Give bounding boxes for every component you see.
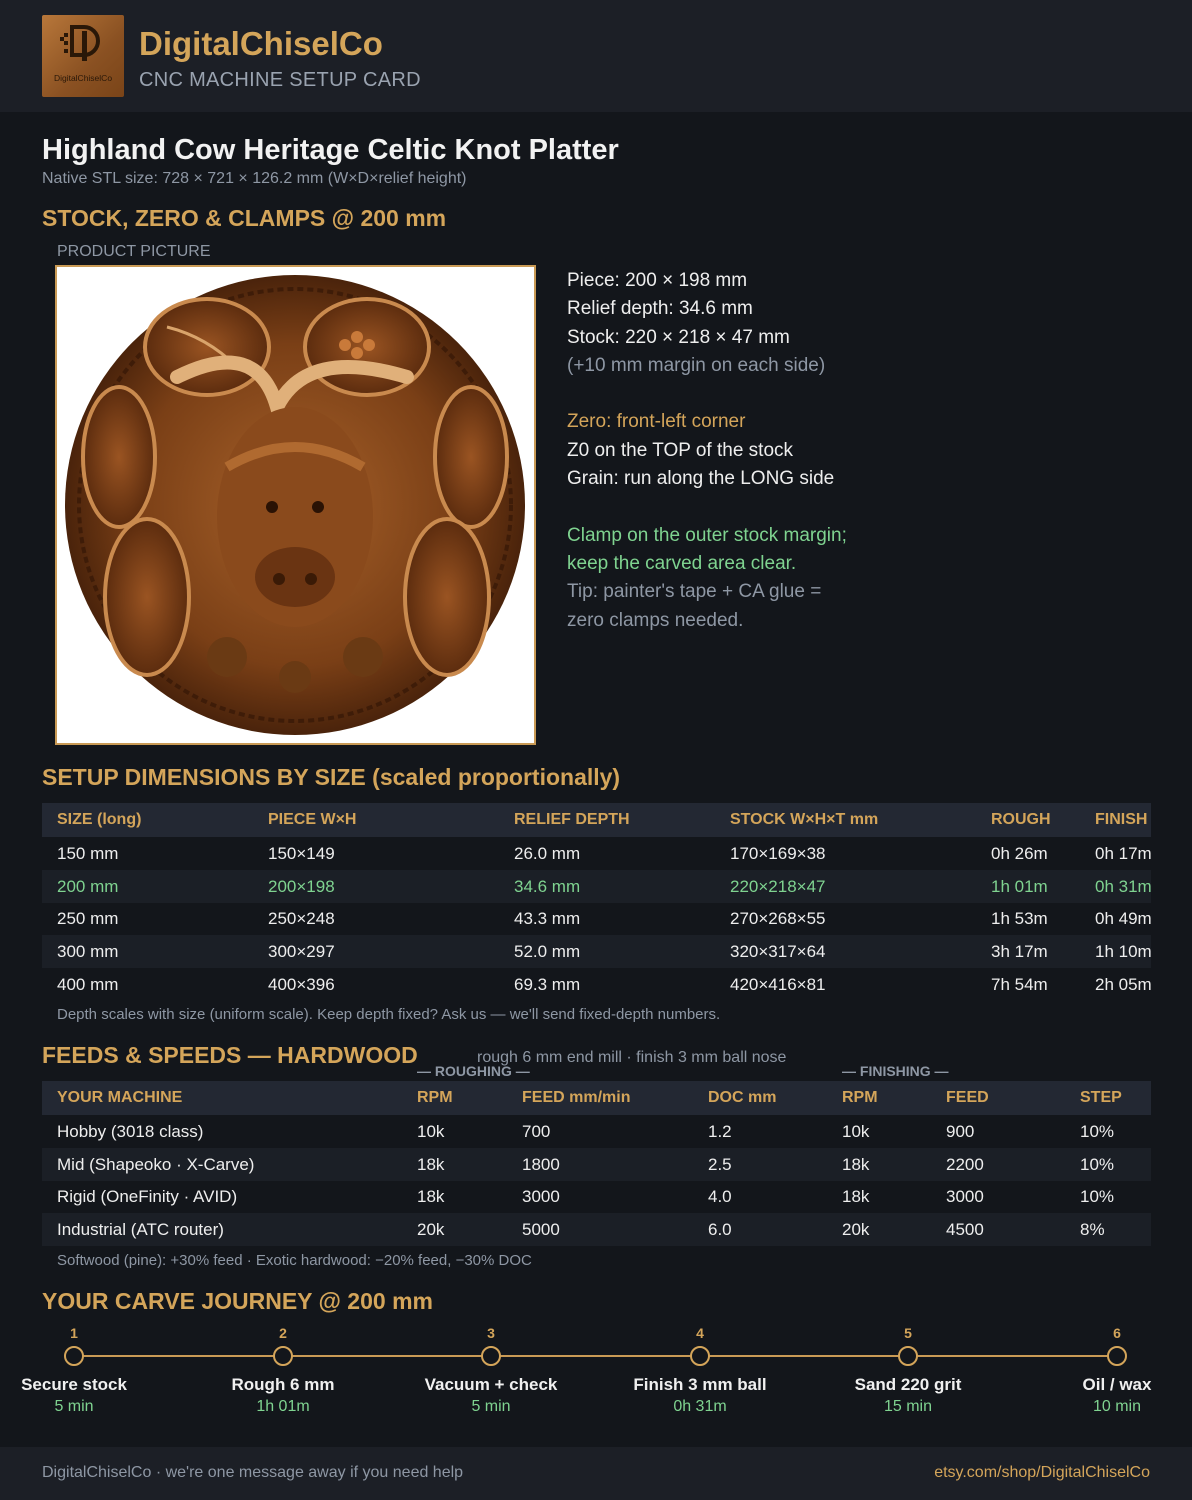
stock-info-line: keep the carved area clear. bbox=[567, 552, 797, 574]
step-dot bbox=[1107, 1346, 1127, 1366]
brand-logo bbox=[42, 15, 124, 97]
table-cell: 18k bbox=[842, 1187, 870, 1207]
table-cell: 3h 17m bbox=[991, 942, 1048, 962]
table-cell: 400 mm bbox=[57, 974, 119, 994]
footer-message: DigitalChiselCo · we're one message away if you need help bbox=[42, 1464, 464, 1481]
table-cell: 2.5 bbox=[708, 1154, 732, 1174]
column-header: RELIEF DEPTH bbox=[514, 811, 630, 828]
stock-heading: STOCK, ZERO & CLAMPS @ 200 mm bbox=[42, 205, 447, 231]
table-cell: 700 bbox=[522, 1122, 551, 1141]
table-cell: 1h 10m bbox=[1095, 942, 1152, 962]
roughing-group-label: — ROUGHING — bbox=[417, 1063, 530, 1079]
stock-info-line: Zero: front-left corner bbox=[567, 411, 746, 433]
step-time: 1h 01m bbox=[256, 1398, 310, 1415]
table-cell: 20k bbox=[417, 1220, 445, 1240]
native-size: Native STL size: 728 × 721 × 126.2 mm (W×D×relief height) bbox=[42, 170, 467, 187]
stock-info-line: zero clamps needed. bbox=[567, 609, 744, 631]
step-number: 4 bbox=[696, 1325, 704, 1341]
finishing-group-label: — FINISHING — bbox=[842, 1063, 949, 1079]
table-cell: 2h 05m bbox=[1095, 974, 1152, 994]
table-row bbox=[42, 935, 1151, 968]
stock-info-line: Clamp on the outer stock margin; bbox=[567, 524, 847, 546]
step-dot bbox=[690, 1346, 710, 1366]
table-cell: 250×248 bbox=[268, 909, 335, 929]
table-cell: 10% bbox=[1080, 1122, 1115, 1141]
table-cell: 26.0 mm bbox=[514, 844, 581, 863]
table-row bbox=[42, 968, 1151, 1001]
step-time: 10 min bbox=[1092, 1398, 1142, 1415]
table-row bbox=[42, 870, 1151, 903]
column-header: STOCK W×H×T mm bbox=[730, 811, 879, 828]
stock-info-line bbox=[567, 380, 847, 408]
table-cell: 10k bbox=[842, 1122, 870, 1141]
step-number: 5 bbox=[904, 1325, 912, 1341]
step-label: Secure stock bbox=[21, 1375, 127, 1394]
table-cell: 10k bbox=[417, 1122, 445, 1141]
table-cell: 43.3 mm bbox=[514, 909, 581, 929]
step-dot bbox=[898, 1346, 918, 1366]
step-label: Finish 3 mm ball bbox=[633, 1375, 767, 1394]
table-row bbox=[42, 1115, 1151, 1148]
step-label: Rough 6 mm bbox=[231, 1375, 335, 1394]
table-cell: 300 mm bbox=[57, 942, 119, 962]
shop-link[interactable]: etsy.com/shop/DigitalChiselCo bbox=[934, 1464, 1150, 1481]
table-cell: 0h 26m bbox=[991, 844, 1048, 863]
timeline-line bbox=[74, 1355, 1118, 1357]
table-cell: Rigid (OneFinity · AVID) bbox=[57, 1187, 238, 1207]
step-time: 0h 31m bbox=[673, 1398, 727, 1415]
feeds-heading: FEEDS & SPEEDS — HARDWOOD bbox=[42, 1042, 418, 1068]
table-cell: 1.2 bbox=[708, 1122, 732, 1141]
stock-info-line: (+10 mm margin on each side) bbox=[567, 354, 826, 376]
column-header: YOUR MACHINE bbox=[57, 1089, 183, 1106]
table-cell: 69.3 mm bbox=[514, 974, 581, 994]
table-cell: 170×169×38 bbox=[730, 844, 826, 863]
table-cell: 270×268×55 bbox=[730, 909, 826, 929]
column-header: SIZE (long) bbox=[57, 811, 142, 828]
table-row bbox=[42, 1213, 1151, 1246]
stock-info-line: Relief depth: 34.6 mm bbox=[567, 298, 753, 320]
table-cell: Hobby (3018 class) bbox=[57, 1122, 204, 1141]
stock-info-line: Grain: run along the LONG side bbox=[567, 468, 835, 490]
table-cell: 150 mm bbox=[57, 844, 119, 863]
table-cell: 0h 49m bbox=[1095, 909, 1152, 929]
table-cell: 1800 bbox=[522, 1154, 560, 1174]
column-header: DOC mm bbox=[708, 1089, 777, 1106]
card-type: CNC MACHINE SETUP CARD bbox=[139, 69, 421, 91]
table-cell: Mid (Shapeoko · X-Carve) bbox=[57, 1154, 255, 1174]
column-header: FEED mm/min bbox=[522, 1089, 631, 1106]
step-number: 6 bbox=[1113, 1325, 1121, 1341]
step-label: Oil / wax bbox=[1082, 1375, 1152, 1394]
column-header: FINISH bbox=[1095, 811, 1148, 828]
logo-text: DigitalChiselCo bbox=[53, 73, 113, 83]
table-cell: 420×416×81 bbox=[730, 974, 826, 994]
column-header: ROUGH bbox=[991, 811, 1051, 828]
table-row bbox=[42, 1148, 1151, 1181]
table-cell: 20k bbox=[842, 1220, 870, 1240]
table-cell: 7h 54m bbox=[991, 974, 1048, 994]
table-cell: 4500 bbox=[946, 1220, 984, 1240]
column-header: RPM bbox=[842, 1089, 878, 1106]
dimensions-heading: SETUP DIMENSIONS BY SIZE (scaled proportionally) bbox=[42, 764, 621, 790]
table-cell: 4.0 bbox=[708, 1187, 732, 1207]
table-cell: 250 mm bbox=[57, 909, 119, 929]
feeds-note: Softwood (pine): +30% feed · Exotic hardwood: −20% feed, −30% DOC bbox=[57, 1252, 532, 1269]
column-header: PIECE W×H bbox=[268, 811, 357, 828]
table-cell: 34.6 mm bbox=[514, 876, 581, 896]
column-header: RPM bbox=[417, 1089, 453, 1106]
table-cell: 5000 bbox=[522, 1220, 560, 1240]
table-cell: 8% bbox=[1080, 1220, 1105, 1240]
table-header-row bbox=[42, 1081, 1151, 1115]
stock-info-line bbox=[567, 493, 847, 521]
step-label: Sand 220 grit bbox=[854, 1375, 962, 1394]
chisel-logo-icon bbox=[58, 21, 108, 71]
step-dot bbox=[481, 1346, 501, 1366]
table-cell: 400×396 bbox=[268, 974, 335, 994]
stock-info-line: Stock: 220 × 218 × 47 mm bbox=[567, 326, 790, 348]
stock-info-line: Z0 on the TOP of the stock bbox=[567, 439, 794, 461]
table-cell: 10% bbox=[1080, 1154, 1115, 1174]
step-time: 15 min bbox=[883, 1398, 933, 1415]
table-cell: 18k bbox=[842, 1154, 870, 1174]
page-header bbox=[0, 0, 1192, 112]
carved-platter-image bbox=[57, 267, 534, 743]
table-row bbox=[42, 902, 1151, 935]
brand-name: DigitalChiselCo bbox=[139, 25, 383, 62]
table-header-row bbox=[42, 803, 1151, 837]
table-cell: 900 bbox=[946, 1122, 975, 1141]
table-cell: 2200 bbox=[946, 1154, 984, 1174]
table-cell: 0h 17m bbox=[1095, 844, 1152, 863]
table-cell: 150×149 bbox=[268, 844, 335, 863]
table-cell: 3000 bbox=[522, 1187, 560, 1207]
table-cell: 10% bbox=[1080, 1187, 1115, 1207]
table-cell: 3000 bbox=[946, 1187, 984, 1207]
tool-note: rough 6 mm end mill · finish 3 mm ball nose bbox=[477, 1049, 787, 1066]
column-header: STEP bbox=[1080, 1089, 1122, 1106]
column-header: FEED bbox=[946, 1089, 989, 1106]
table-cell: 18k bbox=[417, 1154, 445, 1174]
table-cell: 200×198 bbox=[268, 876, 335, 896]
table-cell: 320×317×64 bbox=[730, 942, 826, 962]
stock-info-line: Piece: 200 × 198 mm bbox=[567, 270, 748, 291]
table-cell: 1h 53m bbox=[991, 909, 1048, 929]
table-row bbox=[42, 1180, 1151, 1213]
step-dot bbox=[64, 1346, 84, 1366]
table-cell: 300×297 bbox=[268, 942, 335, 962]
journey-heading: YOUR CARVE JOURNEY @ 200 mm bbox=[42, 1288, 433, 1314]
table-row bbox=[42, 837, 1151, 870]
table-cell: 6.0 bbox=[708, 1220, 732, 1240]
stock-info bbox=[567, 267, 847, 635]
page-footer bbox=[0, 1447, 1192, 1500]
table-cell: 1h 01m bbox=[991, 876, 1048, 896]
table-cell: 200 mm bbox=[57, 876, 119, 896]
page-title: Highland Cow Heritage Celtic Knot Platter bbox=[42, 134, 619, 166]
table-cell: 18k bbox=[417, 1187, 445, 1207]
step-label: Vacuum + check bbox=[424, 1375, 558, 1394]
table-cell: Industrial (ATC router) bbox=[57, 1220, 224, 1240]
step-time: 5 min bbox=[471, 1398, 511, 1415]
stock-info-line: Tip: painter's tape + CA glue = bbox=[567, 581, 822, 603]
step-time: 5 min bbox=[54, 1398, 94, 1415]
step-dot bbox=[273, 1346, 293, 1366]
product-picture bbox=[55, 265, 536, 745]
table-cell: 220×218×47 bbox=[730, 876, 826, 896]
step-number: 1 bbox=[70, 1325, 78, 1341]
table-cell: 52.0 mm bbox=[514, 942, 581, 962]
step-number: 3 bbox=[487, 1325, 495, 1341]
picture-label: PRODUCT PICTURE bbox=[57, 243, 211, 260]
step-number: 2 bbox=[279, 1325, 287, 1341]
dimensions-note: Depth scales with size (uniform scale). Keep depth fixed? Ask us — we'll send fixed-depth numbers. bbox=[57, 1006, 721, 1023]
table-cell: 0h 31m bbox=[1095, 876, 1152, 896]
